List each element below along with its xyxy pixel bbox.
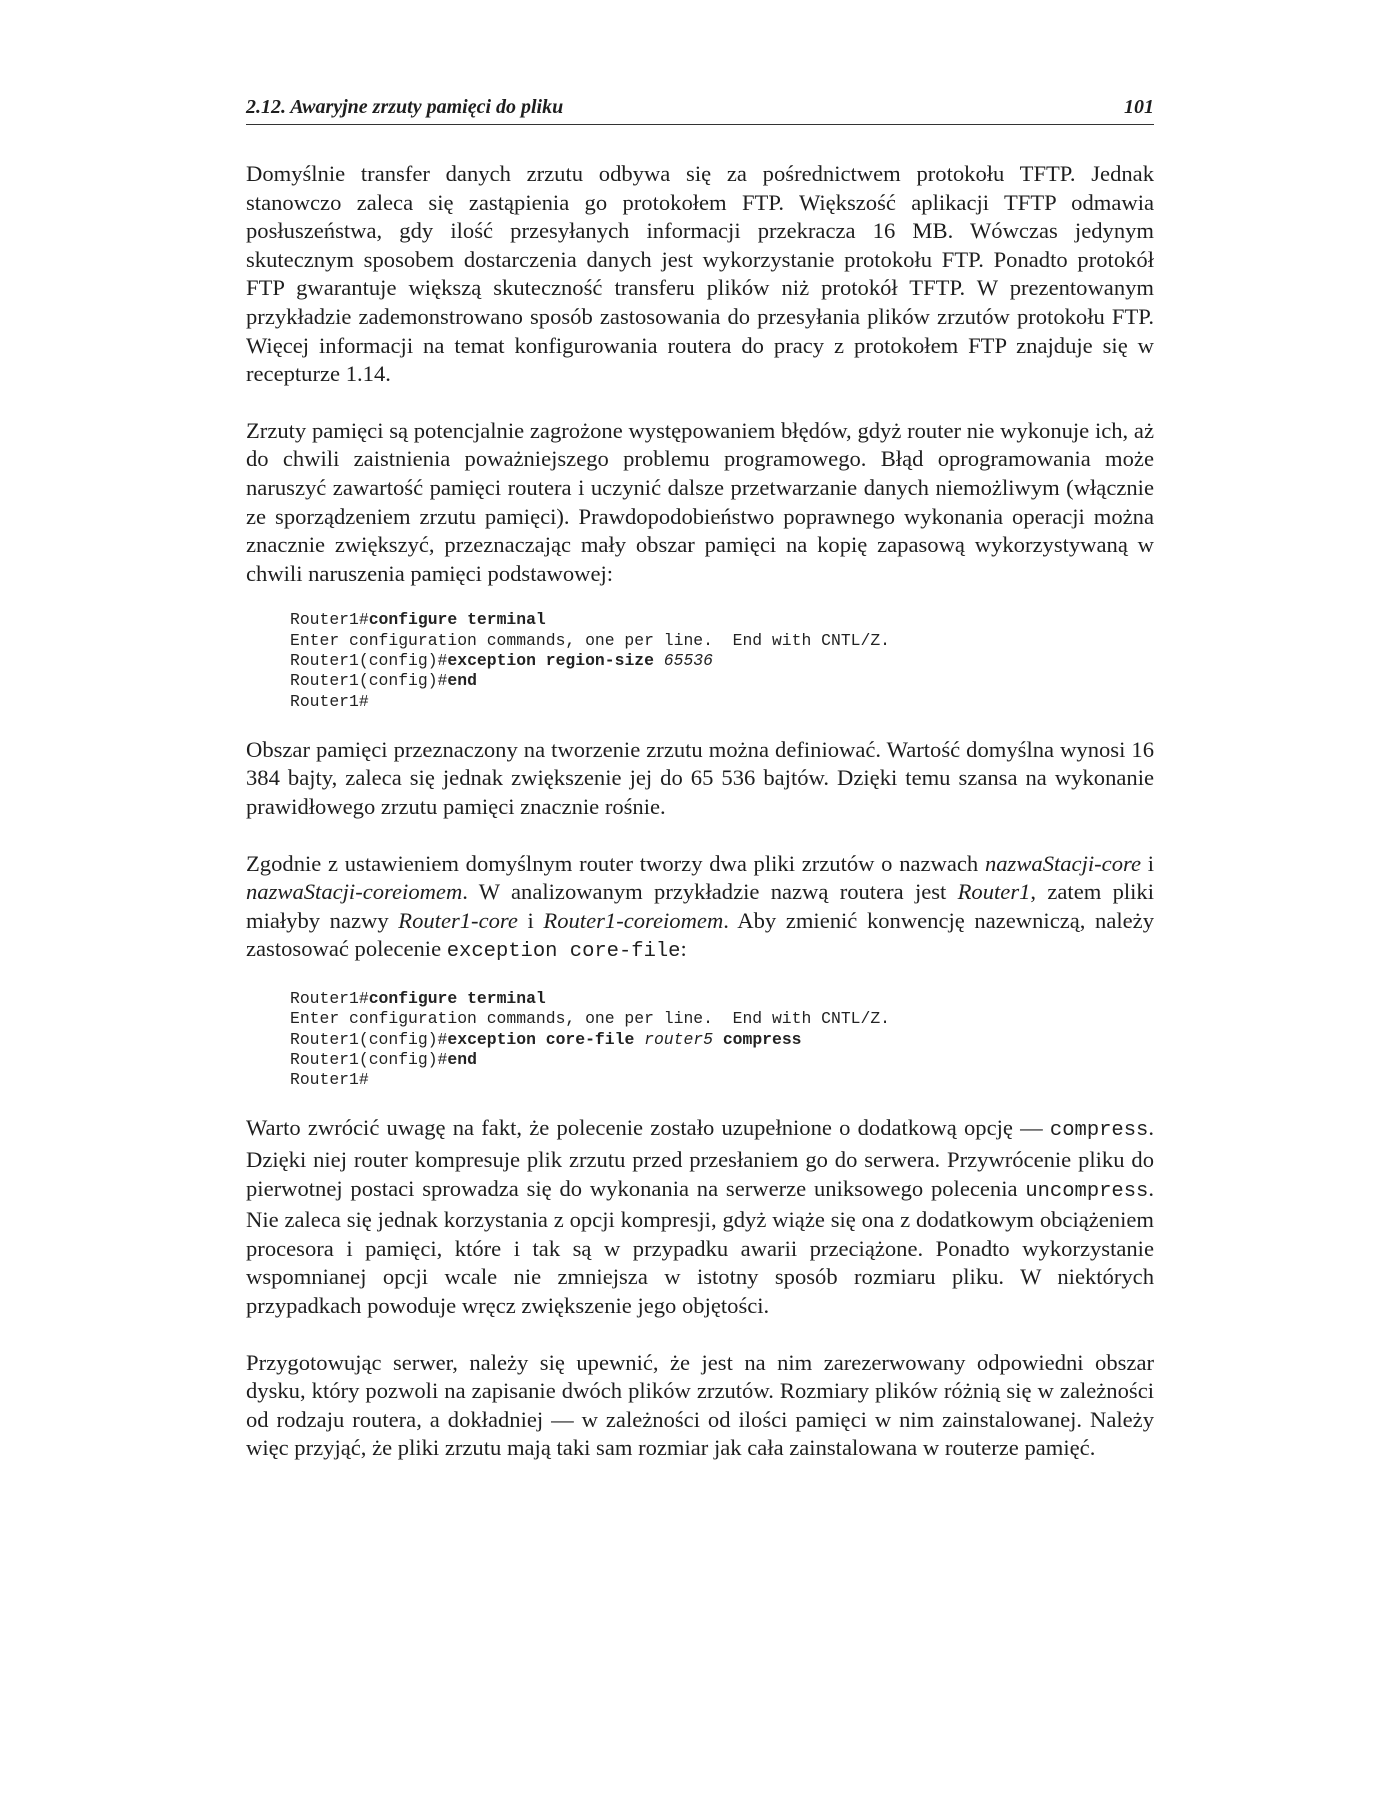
running-header bbox=[246, 96, 1154, 125]
code-prompt: Router1# bbox=[290, 691, 369, 711]
code-block-core-file bbox=[290, 989, 1154, 1090]
code-prompt: Router1# bbox=[290, 988, 369, 1008]
paragraph-region-size: Obszar pamięci przeznaczony na tworzenie zrzutu można definiować. Wartość domyślna wynosi 16 384 bajty, zaleca się jednak zwiększenie jej do 65 536 bajtów. Dzięki temu szansa na wykonanie prawidłowego zrzutu pamięci znacznie rośnie. bbox=[246, 736, 1154, 819]
code-prompt: Router1(config)# bbox=[290, 1049, 448, 1069]
code-argument: router5 bbox=[644, 1029, 713, 1049]
code-command: end bbox=[447, 671, 477, 691]
paragraph-compress-option: Warto zwrócić uwagę na fakt, że polecenie zostało uzupełnione o dodatkową opcję — compress. Dzięki niej router kompresuje plik zrzutu przed przesłaniem go do serwera. Przywrócenie pliku do pierwotnej postaci sprowadza się do wykonania na serwerze uniksowego polecenia uncompress. Nie zaleca się jednak korzystania z opcji kompresji, gdyż wiąże się ona z dodatkowym obciążeniem procesora i pamięci, które i tak są w przypadku awarii przeciążone. Ponadto wykorzystanie wspomnianej opcji wcale nie zmniejsza w istotny sposób rozmiaru pliku. W niektórych przypadkach powoduje wręcz zwiększenie jego objętości. bbox=[246, 1115, 1154, 1318]
code-prompt: Router1# bbox=[290, 1070, 369, 1090]
italic-term: Router1-coreiomem bbox=[543, 907, 724, 933]
code-prompt: Router1(config)# bbox=[290, 650, 448, 670]
code-output: Enter configuration commands, one per line. End with CNTL/Z. bbox=[290, 1009, 890, 1029]
code-command: end bbox=[447, 1049, 477, 1069]
code-prompt: Router1(config)# bbox=[290, 1029, 448, 1049]
code-command: exception core-file bbox=[447, 1029, 635, 1049]
page-number: 101 bbox=[1124, 96, 1154, 118]
code-command: configure terminal bbox=[368, 988, 546, 1008]
paragraph-dump-errors: Zrzuty pamięci są potencjalnie zagrożone występowaniem błędów, gdyż router nie wykonuje ich, aż do chwili zaistnienia poważniejszego problemu programowego. Błąd oprogramowania może naruszyć zawartość pamięci routera i uczynić dalsze przetwarzanie danych niemożliwym (włącznie ze sporządzeniem zrzutu pamięci). Prawdopodobieństwo poprawnego wykonania operacji można znacznie zwiększyć, przeznaczając mały obszar pamięci na kopię zapasową wykorzystywaną w chwili naruszenia pamięci podstawowej: bbox=[246, 417, 1154, 586]
italic-term: nazwaStacji-core bbox=[984, 850, 1141, 876]
code-option: compress bbox=[722, 1029, 802, 1049]
inline-command: compress bbox=[1049, 1119, 1149, 1143]
italic-term: Router1-core bbox=[398, 907, 518, 933]
paragraph-ftp-transfer: Domyślnie transfer danych zrzutu odbywa się za pośrednictwem protokołu TFTP. Jednak stanowczo zaleca się zastąpienia go protokołem FTP. Większość aplikacji TFTP odmawia posłuszeństwa, gdy ilość przesyłanych informacji przekracza 16 MB. Wówczas jedynym skutecznym sposobem dostarczenia danych jest wykorzystanie protokołu FTP. Ponadto protokół FTP gwarantuje większą skuteczność transferu plików niż protokół TFTP. W prezentowanym przykładzie zademonstrowano sposób zastosowania do przesyłania plików zrzutów protokołu FTP. Więcej informacji na temat konfigurowania routera do pracy z protokołem FTP znajduje się w recepturze 1.14. bbox=[246, 161, 1154, 387]
code-prompt: Router1# bbox=[290, 610, 369, 630]
page-body bbox=[246, 160, 1154, 1491]
inline-command: exception core-file bbox=[446, 940, 681, 964]
inline-command: uncompress bbox=[1025, 1179, 1149, 1203]
code-argument: 65536 bbox=[663, 650, 713, 670]
italic-term: Router1 bbox=[957, 879, 1031, 905]
code-command: exception region-size bbox=[447, 650, 654, 670]
code-prompt: Router1(config)# bbox=[290, 671, 448, 691]
code-command: configure terminal bbox=[368, 610, 546, 630]
code-output: Enter configuration commands, one per line. End with CNTL/Z. bbox=[290, 630, 890, 650]
section-title: 2.12. Awaryjne zrzuty pamięci do pliku bbox=[246, 96, 564, 118]
paragraph-core-file-names: Zgodnie z ustawieniem domyślnym router tworzy dwa pliki zrzutów o nazwach nazwaStacji-core i nazwaStacji-coreiomem. W analizowanym przykładzie nazwą routera jest Router1, zatem pliki miałyby nazwy Router1-core i Router1-coreiomem. Aby zmienić konwencję nazewniczą, należy zastosować polecenie exception core-file: bbox=[246, 850, 1155, 964]
code-block-region-size bbox=[290, 610, 1154, 711]
italic-term: nazwaStacji-coreiomem bbox=[246, 879, 463, 905]
paragraph-server-prep: Przygotowując serwer, należy się upewnić, że jest na nim zarezerwowany odpowiedni obszar dysku, który pozwoli na zapisanie dwóch plików zrzutów. Rozmiary plików różnią się w zależności od rodzaju routera, a dokładniej — w zależności od ilości pamięci w nim zainstalowanej. Należy więc przyjąć, że pliki zrzutu mają taki sam rozmiar jak cała zainstalowana w routerze pamięć. bbox=[246, 1349, 1154, 1461]
